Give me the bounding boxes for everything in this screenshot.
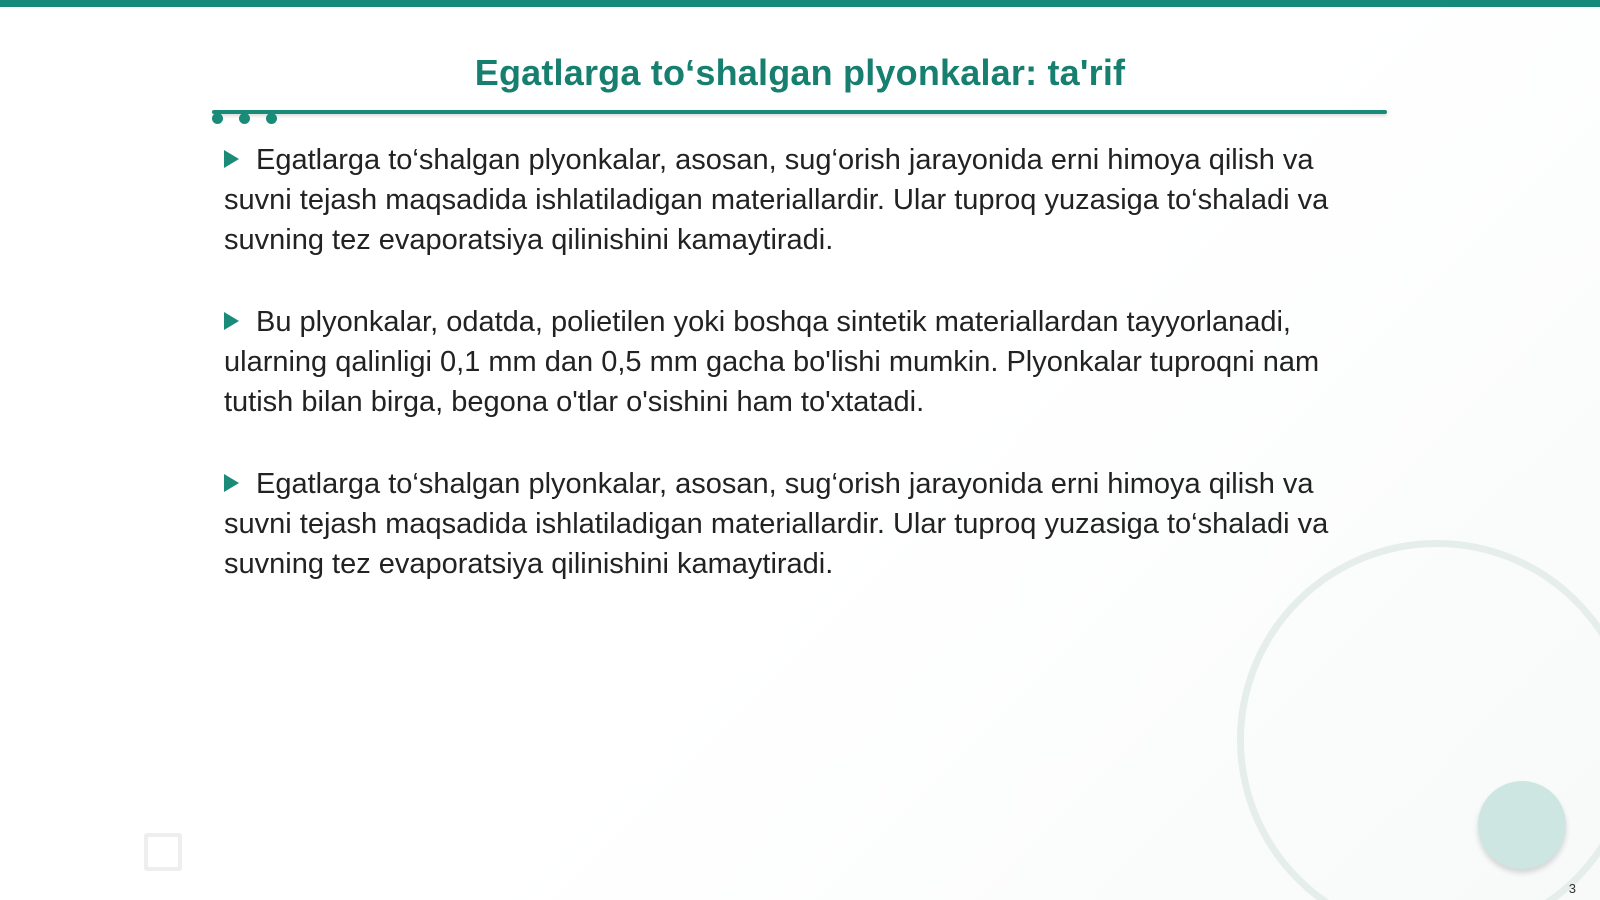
decorative-dot bbox=[266, 113, 277, 124]
triangle-right-icon bbox=[224, 150, 239, 168]
top-accent-bar bbox=[0, 0, 1600, 7]
bullet-item bbox=[224, 302, 1374, 422]
bullet-text: Egatlarga to‘shalgan plyonkalar, asosan, sug‘orish jarayonida erni himoya qilish va suvni tejash maqsadida ishlatiladigan materiallardir. Ular tuproq yuzasiga to‘shaladi va suvning tez evaporatsiya qilinishini kamaytiradi. bbox=[224, 468, 1329, 580]
title-underline bbox=[212, 110, 1387, 114]
decorative-dot bbox=[239, 113, 250, 124]
bullet-text: Egatlarga to‘shalgan plyonkalar, asosan, sug‘orish jarayonida erni himoya qilish va suvni tejash maqsadida ishlatiladigan materiallardir. Ular tuproq yuzasiga to‘shaladi va suvning tez evaporatsiya qilinishini kamaytiradi. bbox=[224, 144, 1329, 256]
bullet-item bbox=[224, 464, 1374, 584]
decorative-square bbox=[144, 833, 182, 871]
page-number: 3 bbox=[1568, 881, 1576, 896]
slide-title: Egatlarga to‘shalgan plyonkalar: ta'rif bbox=[474, 52, 1126, 93]
decorative-circle bbox=[1478, 781, 1566, 869]
bullet-list bbox=[224, 140, 1374, 626]
bullet-item bbox=[224, 140, 1374, 260]
triangle-right-icon bbox=[224, 474, 239, 492]
bullet-text: Bu plyonkalar, odatda, polietilen yoki boshqa sintetik materiallardan tayyorlanadi, ularning qalinligi 0,1 mm dan 0,5 mm gacha bo'lishi mumkin. Plyonkalar tuproqni nam tutish bilan birga, begona o'tlar o'sishini ham to'xtatadi. bbox=[224, 306, 1320, 418]
decorative-dot bbox=[212, 113, 223, 124]
triangle-right-icon bbox=[224, 312, 239, 330]
